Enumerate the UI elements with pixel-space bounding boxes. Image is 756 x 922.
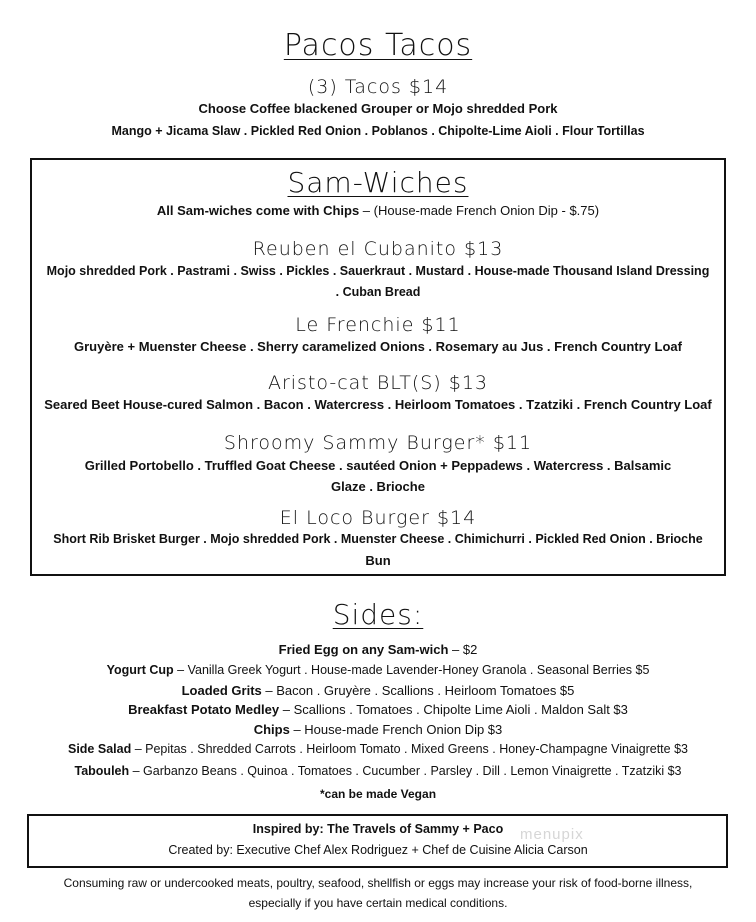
disclaimer-line-1: Consuming raw or undercooked meats, poultry, seafood, shellfish or eggs may increase your risk of food-borne illness, — [63, 876, 693, 890]
pacos-subtitle: (3) Tacos $14 — [307, 76, 449, 98]
side-item — [0, 742, 756, 756]
side-name: Breakfast Potato Medley — [128, 702, 280, 717]
side-name: Chips — [253, 722, 290, 737]
side-desc: – Pepitas . Shredded Carrots . Heirloom Tomato . Mixed Greens . Honey-Champagne Vinaigrette $3 — [131, 742, 688, 756]
side-name: Side Salad — [67, 742, 132, 756]
item-name: Le Frenchie $11 — [295, 314, 461, 336]
side-item — [0, 663, 756, 677]
item-name: Reuben el Cubanito $13 — [252, 238, 504, 260]
watermark: menupix — [520, 826, 584, 843]
side-desc: – Bacon . Gruyère . Scallions . Heirloom Tomatoes $5 — [261, 683, 575, 698]
side-name: Tabouleh — [74, 764, 130, 778]
item-name: Aristo-cat BLT(S) $13 — [267, 372, 489, 394]
item-desc: Short Rib Brisket Burger . Mojo shredded Pork . Muenster Cheese . Chimichurri . Pickled Red Onion . Brioche — [53, 532, 703, 546]
pacos-title: Pacos Tacos — [283, 28, 473, 63]
item-name: Shroomy Sammy Burger* $11 — [223, 432, 533, 454]
side-desc: – House-made French Onion Dip $3 — [289, 722, 503, 737]
side-item — [0, 642, 756, 657]
side-desc: – Garbanzo Beans . Quinoa . Tomatoes . Cucumber . Parsley . Dill . Lemon Vinaigrette . Tzatziki $3 — [129, 764, 682, 778]
side-item — [0, 722, 756, 737]
sides-title: Sides: — [332, 598, 424, 631]
side-item — [0, 683, 756, 698]
pacos-line-2: Mango + Jicama Slaw . Pickled Red Onion . Poblanos . Chipolte-Lime Aioli . Flour Tortillas — [111, 124, 645, 138]
pacos-line-1: Choose Coffee blackened Grouper or Mojo shredded Pork — [198, 101, 558, 116]
item-desc: Grilled Portobello . Truffled Goat Cheese . sautéed Onion + Peppadews . Watercress . Balsamic — [84, 458, 672, 473]
samwiches-title: Sam-Wiches — [287, 166, 469, 199]
item-desc-2: Bun — [365, 553, 391, 568]
item-desc: Mojo shredded Pork . Pastrami . Swiss . Pickles . Sauerkraut . Mustard . House-made Thousand Island Dressing — [46, 264, 710, 278]
samwiches-intro-bold: All Sam-wiches come with Chips — [156, 203, 360, 218]
side-name: Fried Egg on any Sam-wich — [278, 642, 449, 657]
samwiches-intro — [0, 203, 756, 218]
item-desc: Gruyère + Muenster Cheese . Sherry caramelized Onions . Rosemary au Jus . French Country Loaf — [74, 339, 682, 354]
side-item — [0, 764, 756, 778]
side-desc: – Vanilla Greek Yogurt . House-made Lavender-Honey Granola . Seasonal Berries $5 — [173, 663, 650, 677]
samwiches-intro-rest: – (House-made French Onion Dip - $.75) — [359, 203, 600, 218]
item-name: El Loco Burger $14 — [279, 507, 477, 529]
item-desc-2: . Cuban Bread — [335, 285, 421, 299]
side-name: Yogurt Cup — [106, 663, 174, 677]
disclaimer-line-2: especially if you have certain medical conditions. — [248, 896, 508, 910]
item-desc-2: Glaze . Brioche — [331, 479, 425, 494]
side-item — [0, 702, 756, 717]
item-desc: Seared Beet House-cured Salmon . Bacon . Watercress . Heirloom Tomatoes . Tzatziki . French Country Loaf — [44, 397, 712, 412]
inspired-by: Inspired by: The Travels of Sammy + Paco — [252, 822, 504, 836]
vegan-note: *can be made Vegan — [319, 787, 437, 801]
created-by: Created by: Executive Chef Alex Rodriguez + Chef de Cuisine Alicia Carson — [168, 843, 588, 857]
side-name: Loaded Grits — [181, 683, 262, 698]
side-desc: – Scallions . Tomatoes . Chipolte Lime Aioli . Maldon Salt $3 — [279, 702, 628, 717]
side-desc: – $2 — [448, 642, 478, 657]
